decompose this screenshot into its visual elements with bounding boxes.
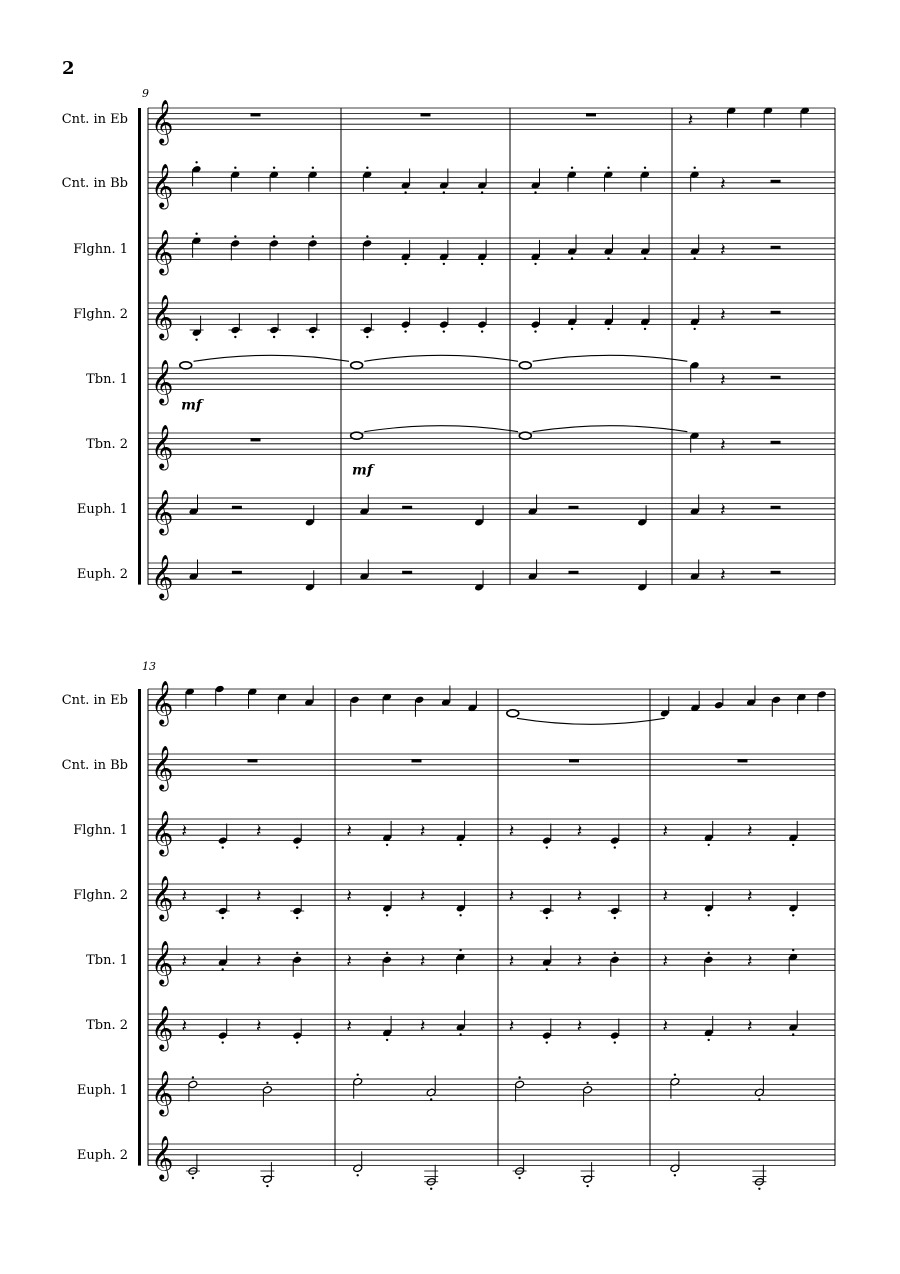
staccato-dot [266,1082,268,1084]
staccato-dot [404,191,406,193]
whole-rest [251,438,261,441]
staccato-dot [273,167,275,169]
page-number: 2 [62,58,75,79]
staccato-dot [708,952,710,954]
note-head [610,1031,620,1040]
quarter-rest: 𝄽 [746,820,753,842]
quarter-rest: 𝄽 [255,820,262,842]
whole-rest [586,113,596,116]
staccato-dot [222,1041,224,1043]
staccato-dot [366,235,368,237]
quarter-rest: 𝄽 [746,950,753,972]
staccato-dot [481,330,483,332]
staccato-dot [234,235,236,237]
staccato-dot [644,257,646,259]
staccato-dot [644,328,646,330]
whole-rest [248,759,258,762]
treble-clef-icon: 𝄞 [151,163,174,208]
staccato-dot [708,914,710,916]
system-bracket [138,108,141,585]
treble-clef-icon: 𝄞 [151,294,174,339]
staccato-dot [366,336,368,338]
quarter-rest: 𝄽 [508,950,515,972]
note-head [362,239,372,248]
staccato-dot [459,914,461,916]
staccato-dot [312,235,314,237]
staccato-dot [443,263,445,265]
instrument-label: Flghn. 1 [73,822,128,838]
half-rest [771,311,781,314]
instrument-label: Tbn. 1 [86,371,128,387]
staff-4 [73,876,835,922]
dynamic-marking: mf [181,397,202,414]
whole-note [519,362,531,369]
staccato-dot [312,167,314,169]
instrument-label: Cnt. in Bb [61,175,128,191]
treble-clef-icon: 𝄞 [151,1070,174,1115]
treble-clef-icon: 𝄞 [151,745,174,790]
half-rest [771,180,781,183]
quarter-rest: 𝄽 [181,820,187,842]
quarter-rest: 𝄽 [255,885,262,907]
instrument-label: Euph. 1 [76,1082,128,1098]
staccato-dot [296,846,298,848]
note-head [292,836,302,845]
quarter-rest: 𝄽 [662,885,668,907]
quarter-rest: 𝄽 [720,434,726,456]
staccato-dot [792,1033,794,1035]
note-head [414,696,424,705]
note-head [583,1086,593,1095]
staccato-dot [443,330,445,332]
staccato-dot [404,263,406,265]
staccato-dot [357,1174,359,1176]
half-rest [402,571,412,574]
treble-clef-icon: 𝄞 [151,359,174,404]
staccato-dot [758,1098,760,1100]
staccato-dot [694,328,696,330]
half-rest [568,571,578,574]
staccato-dot [234,336,236,338]
staccato-dot [607,328,609,330]
staff-1 [62,100,835,146]
quarter-rest: 𝄽 [346,1015,352,1037]
quarter-rest: 𝄽 [576,950,583,972]
staccato-dot [357,1074,359,1076]
instrument-label: Cnt. in Eb [61,692,128,708]
staccato-dot [534,263,536,265]
staccato-dot [571,167,573,169]
staccato-dot [571,257,573,259]
staccato-dot [534,191,536,193]
treble-clef-icon: 𝄞 [151,810,174,855]
staccato-dot [430,1188,432,1190]
note-head [817,690,827,699]
half-rest [771,571,781,574]
instrument-label: Flghn. 2 [73,887,128,903]
staccato-dot [546,917,548,919]
whole-note [351,432,363,439]
note-head [350,696,360,705]
quarter-rest: 𝄽 [662,820,668,842]
tie [364,426,518,432]
quarter-rest: 𝄽 [255,950,262,972]
instrument-label: Flghn. 1 [73,241,128,257]
quarter-rest: 𝄽 [720,369,726,391]
staccato-dot [586,1185,588,1187]
tie [194,355,350,361]
staccato-dot [644,167,646,169]
half-rest [771,376,781,379]
whole-note [507,710,519,717]
instrument-label: Flghn. 2 [73,306,128,322]
staccato-dot [192,1076,194,1078]
staccato-dot [192,1177,194,1179]
staccato-dot [443,191,445,193]
staff-2 [62,746,835,792]
quarter-rest: 𝄽 [419,950,426,972]
staccato-dot [195,233,197,235]
staff-5 [86,941,835,987]
note-head [292,1031,302,1040]
staccato-dot [366,167,368,169]
staccato-dot [607,167,609,169]
staccato-dot [459,844,461,846]
staff-8 [77,1136,835,1182]
staccato-dot [708,844,710,846]
note-head [308,239,318,248]
instrument-label: Tbn. 1 [86,952,128,968]
staccato-dot [674,1074,676,1076]
treble-clef-icon: 𝄞 [151,424,174,469]
system-1 [62,87,835,601]
system-bracket [138,689,141,1166]
staccato-dot [694,257,696,259]
quarter-rest: 𝄽 [662,1015,668,1037]
staccato-dot [234,167,236,169]
note-head [262,1086,272,1095]
instrument-label: Cnt. in Eb [61,111,128,127]
treble-clef-icon: 𝄞 [151,940,174,985]
staccato-dot [296,952,298,954]
tie [364,355,518,361]
whole-rest [421,113,431,116]
note-head [188,1080,198,1089]
whole-note [351,362,363,369]
note-head [531,320,541,329]
note-head [704,956,714,965]
instrument-label: Tbn. 2 [86,436,128,452]
staccato-dot [222,968,224,970]
tie [517,718,665,724]
quarter-rest: 𝄽 [746,885,753,907]
staccato-dot [459,949,461,951]
staccato-dot [386,844,388,846]
whole-rest [251,113,261,116]
quarter-rest: 𝄽 [576,1015,583,1037]
quarter-rest: 𝄽 [346,820,352,842]
staccato-dot [273,336,275,338]
note-head [477,320,487,329]
system-2 [62,660,835,1190]
instrument-label: Euph. 2 [76,566,128,582]
note-head [292,956,302,965]
note-head [382,956,392,965]
quarter-rest: 𝄽 [720,499,726,521]
quarter-rest: 𝄽 [419,1015,426,1037]
staccato-dot [481,263,483,265]
quarter-rest: 𝄽 [181,1015,187,1037]
staccato-dot [758,1188,760,1190]
staccato-dot [386,952,388,954]
staccato-dot [273,235,275,237]
staff-7 [77,1071,835,1117]
quarter-rest: 𝄽 [508,1015,515,1037]
half-rest [771,506,781,509]
quarter-rest: 𝄽 [746,1015,753,1037]
staccato-dot [222,917,224,919]
staccato-dot [546,846,548,848]
half-rest [771,246,781,249]
treble-clef-icon: 𝄞 [151,875,174,920]
staccato-dot [296,1041,298,1043]
quarter-rest: 𝄽 [720,564,726,586]
staff-3 [73,811,835,857]
quarter-rest: 𝄽 [576,820,583,842]
note-head [401,320,411,329]
note-head [230,239,240,248]
quarter-rest: 𝄽 [662,950,668,972]
note-head [542,1031,552,1040]
note-head [610,836,620,845]
tie [533,426,688,432]
staccato-dot [195,339,197,341]
quarter-rest: 𝄽 [720,304,726,326]
whole-note [180,362,192,369]
staccato-dot [614,846,616,848]
staccato-dot [518,1177,520,1179]
staccato-dot [312,336,314,338]
staccato-dot [222,846,224,848]
half-rest [232,571,242,574]
staccato-dot [694,167,696,169]
staccato-dot [614,917,616,919]
quarter-rest: 𝄽 [255,1015,262,1037]
whole-rest [738,759,748,762]
staccato-dot [481,191,483,193]
note-head [215,685,225,694]
half-rest [232,506,242,509]
staccato-dot [266,1185,268,1187]
quarter-rest: 𝄽 [346,885,352,907]
quarter-rest: 𝄽 [419,820,426,842]
measure-number: 13 [142,660,156,673]
note-head [439,320,449,329]
staccato-dot [571,328,573,330]
staccato-dot [195,161,197,163]
staccato-dot [792,949,794,951]
staccato-dot [546,1041,548,1043]
quarter-rest: 𝄽 [576,885,583,907]
half-rest [568,506,578,509]
quarter-rest: 𝄽 [508,820,515,842]
treble-clef-icon: 𝄞 [151,1005,174,1050]
treble-clef-icon: 𝄞 [151,1135,174,1180]
note-head [218,836,228,845]
note-head [269,239,279,248]
quarter-rest: 𝄽 [419,885,426,907]
staccato-dot [792,914,794,916]
quarter-rest: 𝄽 [720,239,726,261]
note-head [515,1080,525,1089]
staccato-dot [430,1098,432,1100]
note-head [771,696,781,705]
note-head [610,956,620,965]
staccato-dot [614,952,616,954]
note-head [714,701,724,710]
quarter-rest: 𝄽 [181,950,187,972]
half-rest [771,441,781,444]
staccato-dot [459,1033,461,1035]
staccato-dot [607,257,609,259]
whole-rest [569,759,579,762]
staccato-dot [708,1039,710,1041]
tie [533,355,688,361]
whole-note [519,432,531,439]
measure-number: 9 [142,87,149,100]
quarter-rest: 𝄽 [720,173,726,195]
staccato-dot [614,1041,616,1043]
staccato-dot [386,1039,388,1041]
staccato-dot [386,914,388,916]
instrument-label: Euph. 1 [76,501,128,517]
quarter-rest: 𝄽 [687,109,694,131]
treble-clef-icon: 𝄞 [151,489,174,534]
half-rest [402,506,412,509]
treble-clef-icon: 𝄞 [151,99,174,144]
dynamic-marking: mf [352,462,373,479]
instrument-label: Tbn. 2 [86,1017,128,1033]
staccato-dot [404,330,406,332]
staccato-dot [546,968,548,970]
whole-rest [412,759,422,762]
staccato-dot [674,1174,676,1176]
treble-clef-icon: 𝄞 [151,554,174,599]
staccato-dot [296,917,298,919]
note-head [218,1031,228,1040]
quarter-rest: 𝄽 [508,885,515,907]
quarter-rest: 𝄽 [346,950,352,972]
treble-clef-icon: 𝄞 [151,680,174,725]
staccato-dot [518,1076,520,1078]
staccato-dot [586,1082,588,1084]
instrument-label: Cnt. in Bb [61,757,128,773]
staccato-dot [534,330,536,332]
treble-clef-icon: 𝄞 [151,229,174,274]
staccato-dot [792,844,794,846]
note-head [542,836,552,845]
instrument-label: Euph. 2 [76,1147,128,1163]
quarter-rest: 𝄽 [181,885,187,907]
